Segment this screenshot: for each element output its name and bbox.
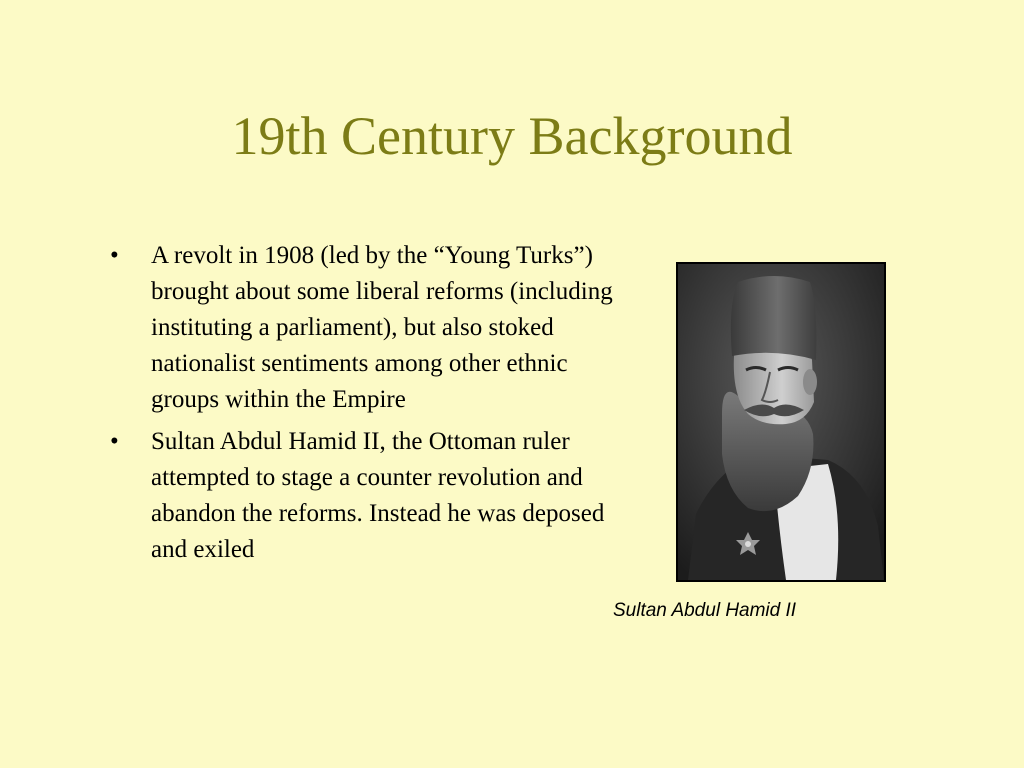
- portrait-photo: [676, 262, 886, 582]
- bullet-marker: •: [110, 428, 119, 455]
- slide-title: 19th Century Background: [231, 106, 793, 166]
- bullet-list: [110, 238, 630, 574]
- image-caption: Sultan Abdul Hamid II: [613, 600, 797, 621]
- bullet-item-revolt: [110, 238, 630, 418]
- bullet-text: Sultan Abdul Hamid II, the Ottoman ruler attempted to stage a counter revolution and abandon the reforms. Instead he was deposed and exiled: [151, 428, 605, 563]
- bullet-item-sultan: [110, 424, 630, 568]
- bullet-text: A revolt in 1908 (led by the “Young Turks”) brought about some liberal reforms (including instituting a parliament), but also stoked nationalist sentiments among other ethnic groups within the Empire: [151, 242, 613, 413]
- bullet-marker: •: [110, 242, 119, 269]
- portrait-image: [678, 264, 884, 580]
